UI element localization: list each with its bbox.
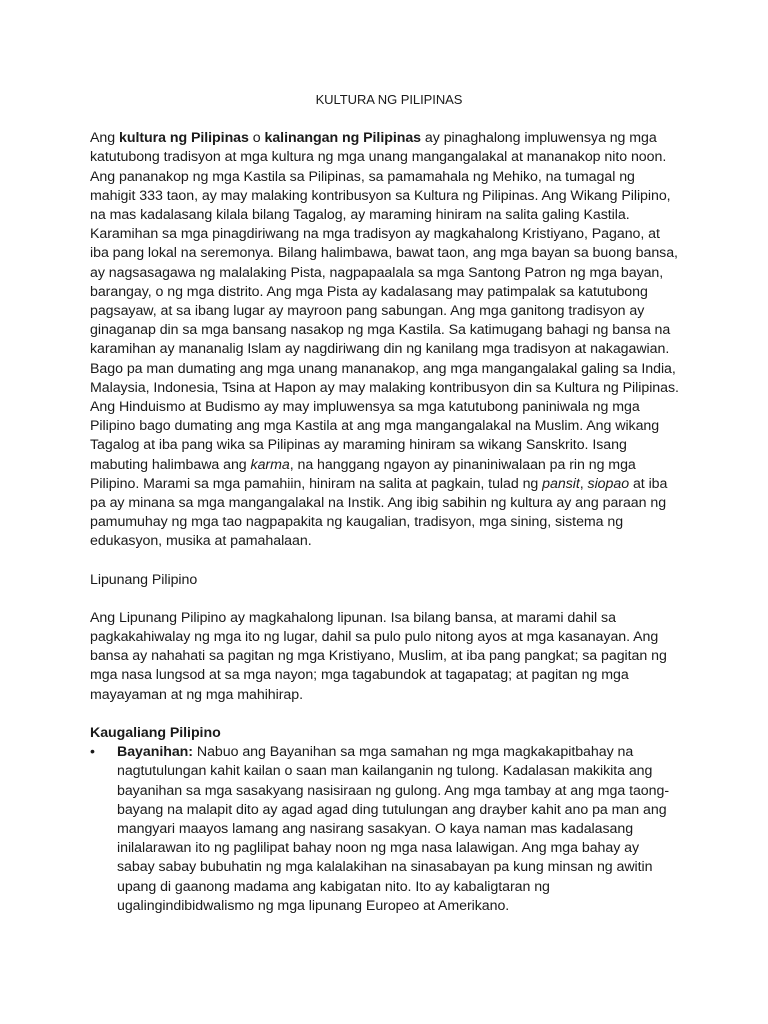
document-page xyxy=(90,90,680,916)
intro-connector: o xyxy=(248,130,265,147)
intro-term-kultura: kultura ng Pilipinas xyxy=(119,130,249,147)
spacer xyxy=(90,552,680,571)
spacer xyxy=(90,705,680,724)
intro-term-kalinangan: kalinangan ng Pilipinas xyxy=(264,130,422,147)
spacer xyxy=(90,590,680,609)
bayanihan-text: Nabuo ang Bayanihan sa mga samahan ng mga magkakapitbahay na nagtutulungan kahit kailan o saan man kailanganin ng tulong. Kadalasan makikita ang bayanihan sa mga sasakyang nasisiraan ng gulong. Ang mga tambay at ang mga taong-bayang na malapit dito ay agad agad ding tutulungan ang drayber kahit ano pa man ang mangyari maayos lamang ang nasirang sasakyan. O kaya naman mas kadalasang inilalarawan ito ng paglilipat bahay noon ng mga nasa lalawigan. Ang mga bahay ay sabay sabay bubuhatin ng mga kalalakihan na sinasabayan pa kung minsan ng awitin upang di gaanong madama ang kabigatan nito. Ito ay kabaligtaran ng ugalingindibidwalismo ng mga lipunang Europeo at Amerikano. xyxy=(117,744,669,914)
intro-lead: Ang xyxy=(90,130,119,147)
list-item-bayanihan xyxy=(90,743,680,916)
history-paragraph xyxy=(90,360,680,552)
bullet-icon: • xyxy=(90,744,95,761)
kaugalian-list xyxy=(90,743,680,916)
karma-term: karma xyxy=(250,456,290,473)
history-comma: , xyxy=(579,475,588,492)
history-part-3: at iba pa ay minana sa mga mangangalakal na Instik. Ang ibig sabihin ng kultura ay ang paraan ng pamumuhay ng mga tao nagpapakita ng kaugalian, tradisyon, mga sining, sistema ng edukasyon, musika at pamahalaan. xyxy=(90,475,668,550)
bayanihan-term: Bayanihan: xyxy=(117,744,193,761)
document-title: KULTURA NG PILIPINAS xyxy=(315,92,463,107)
kaugalian-heading: Kaugaliang Pilipino xyxy=(90,724,221,741)
intro-body: ay pinaghalong impluwensya ng mga katutubong tradisyon at mga kultura ng mga unang mangangalakal at mananakop nito noon. Ang pananakop ng mga Kastila sa Pilipinas, sa pamamahala ng Mehiko, na tumagal ng mahigit 333 taon, ay may malaking kontribusyon sa Kultura ng Pilipinas. Ang Wikang Pilipino, na mas kadalasang kilala bilang Tagalog, ay maraming hiniram na salita galing Kastila. Karamihan sa mga pinagdiriwang na mga tradisyon ay magkahalong Kristiyano, Pagano, at iba pang lokal na seremonya. Bilang halimbawa, bawat taon, ang mga bayan sa buong bansa, ay nagsasagawa ng malalaking Pista, nagpapaalala sa mga Santong Patron ng mga bayan, barangay, o ng mga distrito. Ang mga Pista ay kadalasang may patimpalak sa katutubong pagsayaw, at sa ibang lugar ay mayroon pang sabungan. Ang mga ganitong tradisyon ay ginaganap din sa mga bansang nasakop ng mga Kastila. Sa katimugang bahagi ng bansa na karamihan ay mananalig Islam ay nagdiriwang din ng kanilang mga tradisyon at nakagawian. xyxy=(90,130,678,358)
history-part-1: Bago pa man dumating ang mga unang mananakop, ang mga mangangalakal galing sa India, Malaysia, Indonesia, Tsina at Hapon ay may malaking kontribusyon din sa Kultura ng Pilipinas. Ang Hinduismo at Budismo ay may impluwensya sa mga katutubong paniniwala ng mga Pilipino bago dumating ang mga Kastila at ang mga mangangalakal na Muslim. Ang wikang Tagalog at iba pang wika sa Pilipinas ay maraming hiniram sa wikang Sanskrito. Isang mabuting halimbawa ang xyxy=(90,360,679,473)
siopao-term: siopao xyxy=(587,475,630,492)
pansit-term: pansit xyxy=(542,475,580,492)
intro-paragraph xyxy=(90,129,680,359)
lipunan-heading: Lipunang Pilipino xyxy=(90,571,198,588)
lipunan-paragraph: Ang Lipunang Pilipino ay magkahalong lipunan. Isa bilang bansa, at marami dahil sa pagkakahiwalay ng mga ito ng lugar, dahil sa pulo pulo nitong ayos at mga kasanayan. Ang bansa ay nahahati sa pagitan ng mga Kristiyano, Muslim, at iba pang pangkat; sa pagitan ng mga nasa lungsod at sa mga nayon; mga tagabundok at tagapatag; at pagitan ng mga mayayaman at ng mga mahihirap. xyxy=(90,609,667,703)
history-part-2: , na hanggang ngayon ay pinaniniwalaan pa rin ng mga Pilipino. Marami sa mga pamahiin, hiniram na salita at pagkain, tulad ng xyxy=(90,456,636,492)
